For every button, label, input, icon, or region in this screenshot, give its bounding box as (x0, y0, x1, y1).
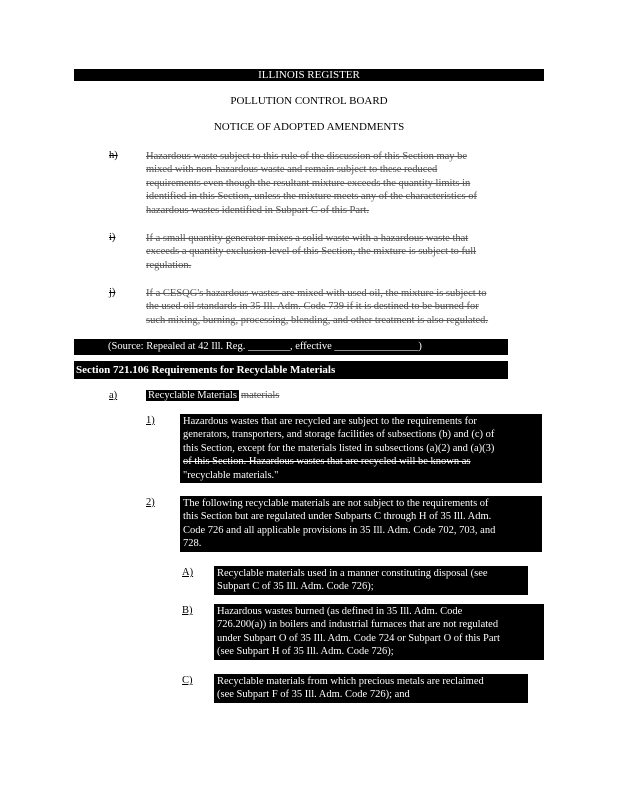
item-i-label: i) (109, 232, 116, 243)
item-h-label: h) (109, 150, 118, 161)
item-C-line: Recyclable materials from which precious metals are reclaimed (217, 676, 484, 687)
section-title: Section 721.106 Requirements for Recyclable Materials (74, 361, 508, 379)
item-2-label: 2) (146, 497, 155, 508)
board-title: POLLUTION CONTROL BOARD (230, 95, 388, 107)
item-i-text (146, 232, 546, 272)
subsection-a-text (146, 389, 279, 402)
item-2-line: 728. (183, 538, 202, 550)
item-B-line: under Subpart O of 35 Ill. Adm. Code 724 or Subpart O of this Part (217, 632, 500, 644)
item-h-text (146, 150, 546, 217)
item-1-label: 1) (146, 415, 155, 426)
item-C-line: (see Subpart F of 35 Ill. Adm. Code 726); and (217, 689, 410, 701)
notice-title: NOTICE OF ADOPTED AMENDMENTS (213, 121, 405, 133)
item-j-label: j) (109, 287, 116, 298)
item-A-text (214, 566, 528, 595)
item-2-text (180, 496, 542, 552)
item-h-line: identified in this Section, unless the mixture meets any of the characteristics of (146, 191, 477, 203)
item-j-line: If a CESQG's hazardous wastes are mixed with used oil, the mixture is subject to (146, 288, 487, 299)
item-B-text (214, 604, 544, 660)
item-C-label: C) (182, 675, 193, 686)
item-i-line: regulation. (146, 259, 192, 271)
item-1-line: generators, transporters, and storage facilities of subsections (b) and (c) of (183, 429, 495, 441)
item-j-text (146, 287, 546, 327)
item-j-line: the used oil standards in 35 Ill. Adm. Code 739 if it is destined to be burned for (146, 301, 479, 313)
item-i-line: If a small quantity generator mixes a solid waste with a hazardous waste that (146, 233, 469, 244)
register-title: ILLINOIS REGISTER (258, 69, 360, 81)
item-A-label: A) (182, 567, 194, 578)
item-B-line: Hazardous wastes burned (as defined in 35 Ill. Adm. Code (217, 606, 463, 617)
item-1-line: "recyclable materials." (183, 469, 279, 481)
item-1-text (180, 414, 542, 483)
item-1-line: Hazardous wastes that are recycled are subject to the requirements for (183, 416, 477, 427)
register-header-bar (74, 69, 544, 81)
item-1-line: of this Section. Hazardous wastes that are recycled will be known as (183, 456, 471, 468)
item-1-line: this Section, except for the materials listed in subsections (a)(2) and (a)(3) (183, 442, 495, 454)
item-2-line: this Section but are regulated under Subparts C through H of 35 Ill. Adm. (183, 511, 492, 523)
item-j-line: such mixing, burning, processing, blending, and other treatment is also regulated. (146, 314, 489, 326)
subsection-a-heading: Recyclable Materials (148, 390, 237, 401)
subsection-a-label: a) (109, 390, 118, 401)
item-A-line: Subpart C of 35 Ill. Adm. Code 726); (217, 581, 374, 593)
item-B-label: B) (182, 605, 193, 616)
item-2-line: Code 726 and all applicable provisions in 35 Ill. Adm. Code 702, 703, and (183, 524, 496, 536)
subsection-a-struck: materials (240, 390, 280, 401)
item-h-line: requirements even though the resultant mixture exceeds the quantity limits in (146, 177, 471, 189)
item-B-line: (see Subpart H of 35 Ill. Adm. Code 726); (217, 646, 394, 658)
item-i-line: exceeds a quantity exclusion level of this Section, the mixture is subject to full (146, 246, 477, 258)
source-note: (Source: Repealed at 42 Ill. Reg. ________, effective ________________) (74, 339, 508, 355)
item-A-line: Recyclable materials used in a manner constituting disposal (see (217, 568, 488, 579)
item-2-line: The following recyclable materials are not subject to the requirements of (183, 498, 489, 509)
item-C-text (214, 674, 528, 703)
item-B-line: 726.200(a)) in boilers and industrial furnaces that are not regulated (217, 619, 499, 631)
item-h-line: hazardous wastes identified in Subpart C of this Part. (146, 204, 370, 216)
item-h-line: mixed with non-hazardous waste and remain subject to these reduced (146, 164, 438, 176)
item-h-line: Hazardous waste subject to this rule of the discussion of this Section may be (146, 151, 468, 162)
